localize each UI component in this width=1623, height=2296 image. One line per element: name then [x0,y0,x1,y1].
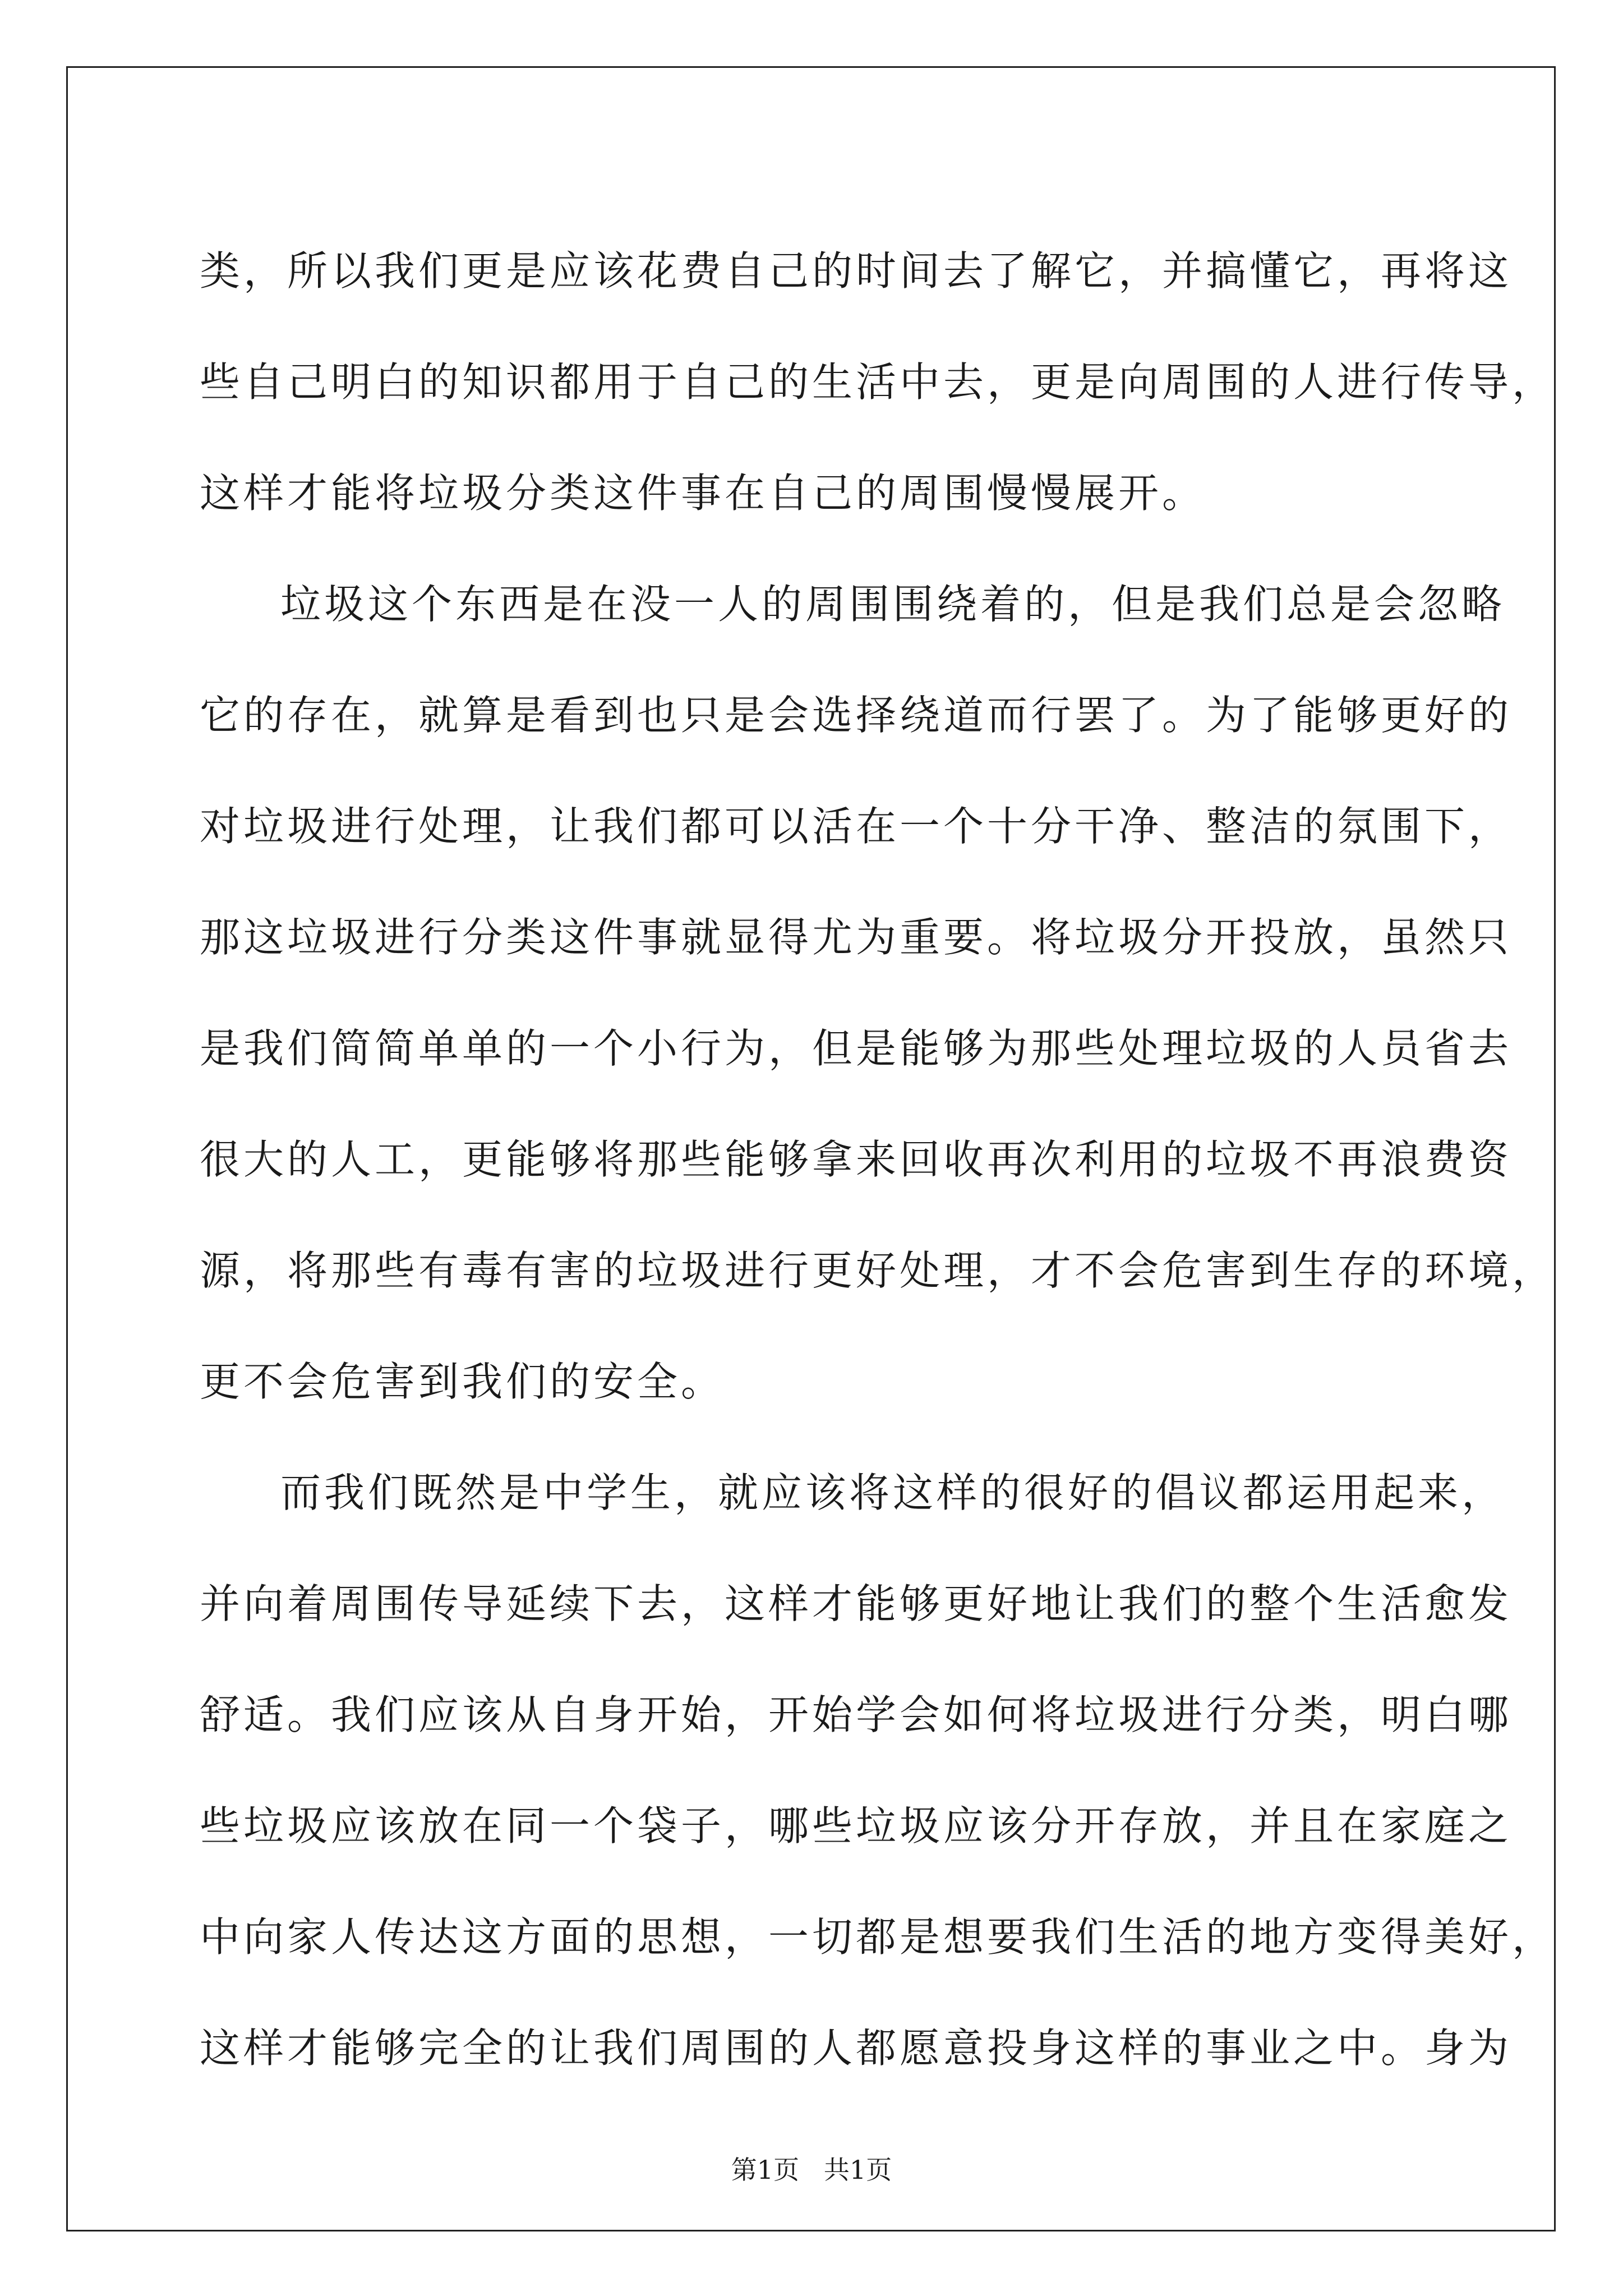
text-line: 它的存在，就算是看到也只是会选择绕道而行罢了。为了能够更好的 [200,692,1513,739]
paragraph-start-line: 而我们既然是中学生，就应该将这样的很好的倡议都运用起来， [280,1469,1506,1516]
text-line: 很大的人工，更能够将那些能够拿来回收再次利用的垃圾不再浪费资 [200,1136,1513,1183]
text-line: 舒适。我们应该从自身开始，开始学会如何将垃圾进行分类，明白哪 [200,1691,1513,1738]
text-line: 类，所以我们更是应该花费自己的时间去了解它，并搞懂它，再将这 [200,247,1513,295]
page-number-footer: 第1页 共1页 [731,2155,892,2185]
text-line: 源，将那些有毒有害的垃圾进行更好处理，才不会危害到生存的环境， [200,1247,1556,1294]
text-line: 是我们简简单单的一个小行为，但是能够为那些处理垃圾的人员省去 [200,1025,1513,1072]
document-body [200,215,1556,2104]
text-line: 些垃圾应该放在同一个袋子，哪些垃圾应该分开存放，并且在家庭之 [200,1802,1513,1849]
text-line: 对垃圾进行处理，让我们都可以活在一个十分干净、整洁的氛围下， [200,803,1513,850]
text-line: 这样才能将垃圾分类这件事在自己的周围慢慢展开。 [200,470,1206,517]
text-line: 中向家人传达这方面的思想，一切都是想要我们生活的地方变得美好， [200,1913,1556,1961]
text-line: 那这垃圾进行分类这件事就显得尤为重要。将垃圾分开投放，虽然只 [200,914,1513,961]
paragraph-start-line: 垃圾这个东西是在没一人的周围围绕着的，但是我们总是会忽略 [280,581,1506,628]
text-line: 并向着周围传导延续下去，这样才能够更好地让我们的整个生活愈发 [200,1580,1513,1627]
text-line: 些自己明白的知识都用于自己的生活中去，更是向周围的人进行传导， [200,358,1556,406]
text-line: 这样才能够完全的让我们周围的人都愿意投身这样的事业之中。身为 [200,2024,1513,2072]
text-line: 更不会危害到我们的安全。 [200,1358,725,1405]
